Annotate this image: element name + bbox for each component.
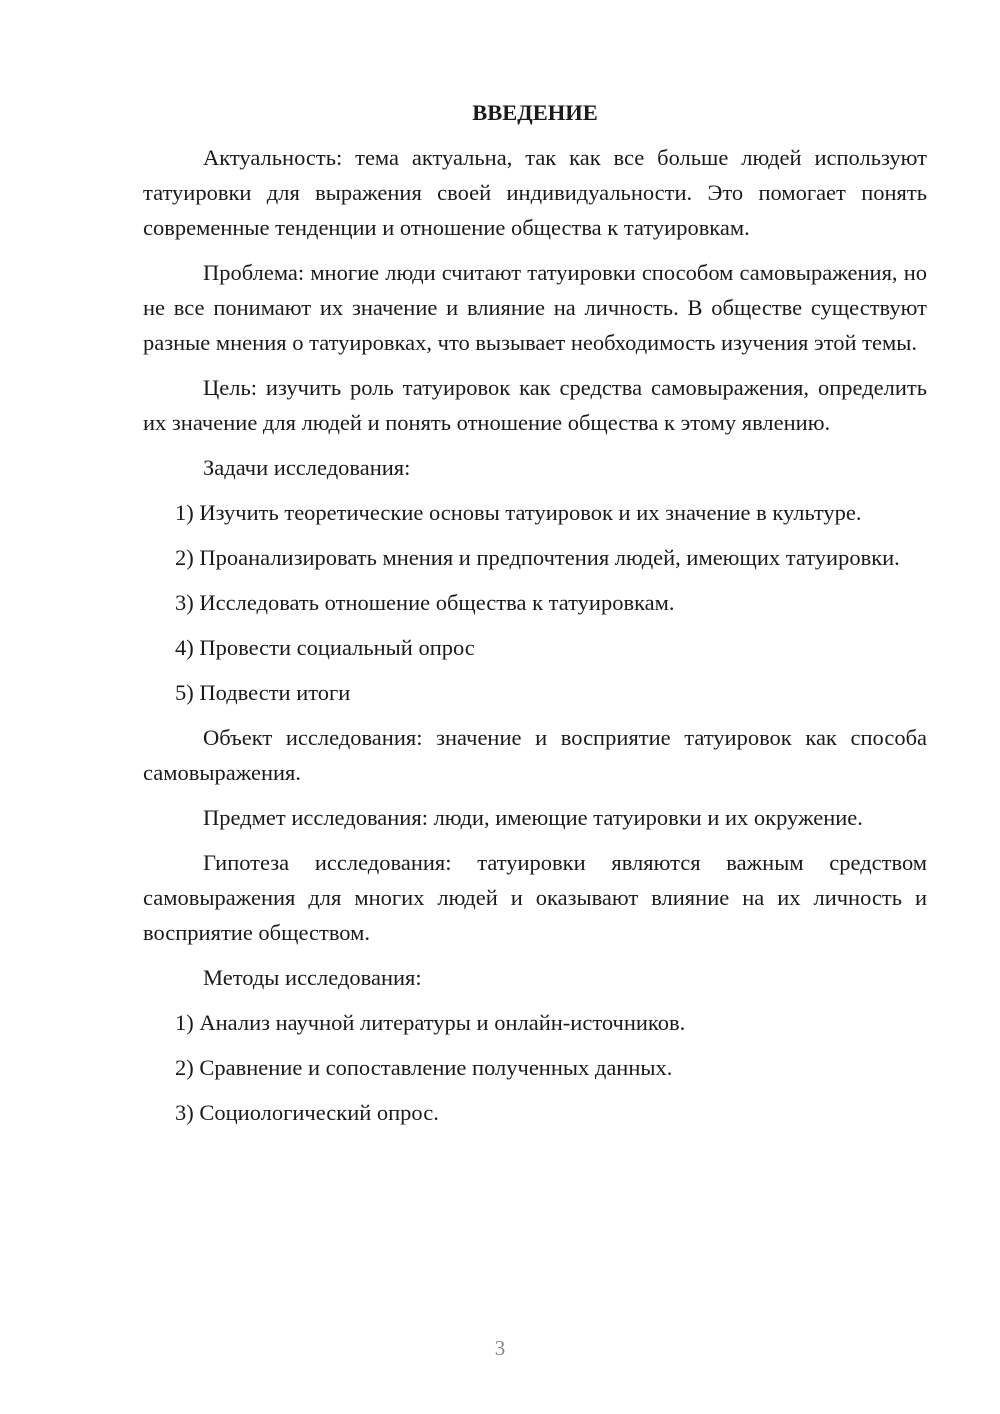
page-content	[143, 95, 927, 1140]
paragraph-hypothesis: Гипотеза исследования: татуировки являются важным средством самовыражения для многих людей и оказывают влияние на их личность и восприятие обществом.	[143, 850, 927, 945]
task-item-5: 5) Подвести итоги	[175, 680, 351, 705]
page-title: ВВЕДЕНИЕ	[472, 100, 598, 125]
page-number: 3	[494, 1336, 506, 1360]
paragraph-object: Объект исследования: значение и восприятие татуировок как способа самовыражения.	[143, 725, 927, 785]
method-item-3: 3) Социологический опрос.	[175, 1100, 439, 1125]
task-item-4: 4) Провести социальный опрос	[175, 635, 475, 660]
method-item-1: 1) Анализ научной литературы и онлайн-источников.	[175, 1010, 686, 1035]
tasks-heading: Задачи исследования:	[203, 455, 411, 480]
paragraph-problem: Проблема: многие люди считают татуировки способом самовыражения, но не все понимают их значение и влияние на личность. В обществе существуют разные мнения о татуировках, что вызывает необходимость изучения этой темы.	[143, 260, 927, 355]
task-item-1: 1) Изучить теоретические основы татуировок и их значение в культуре.	[175, 500, 862, 525]
paragraph-subject: Предмет исследования: люди, имеющие татуировки и их окружение.	[203, 805, 863, 830]
methods-heading: Методы исследования:	[203, 965, 422, 990]
paragraph-goal: Цель: изучить роль татуировок как средства самовыражения, определить их значение для людей и понять отношение общества к этому явлению.	[143, 375, 927, 435]
task-item-3: 3) Исследовать отношение общества к татуировкам.	[175, 590, 675, 615]
method-item-2: 2) Сравнение и сопоставление полученных данных.	[175, 1055, 673, 1080]
task-item-2: 2) Проанализировать мнения и предпочтения людей, имеющих татуировки.	[175, 545, 900, 570]
paragraph-relevance: Актуальность: тема актуальна, так как все больше людей используют татуировки для выражения своей индивидуальности. Это помогает понять современные тенденции и отношение общества к татуировкам.	[143, 145, 927, 240]
